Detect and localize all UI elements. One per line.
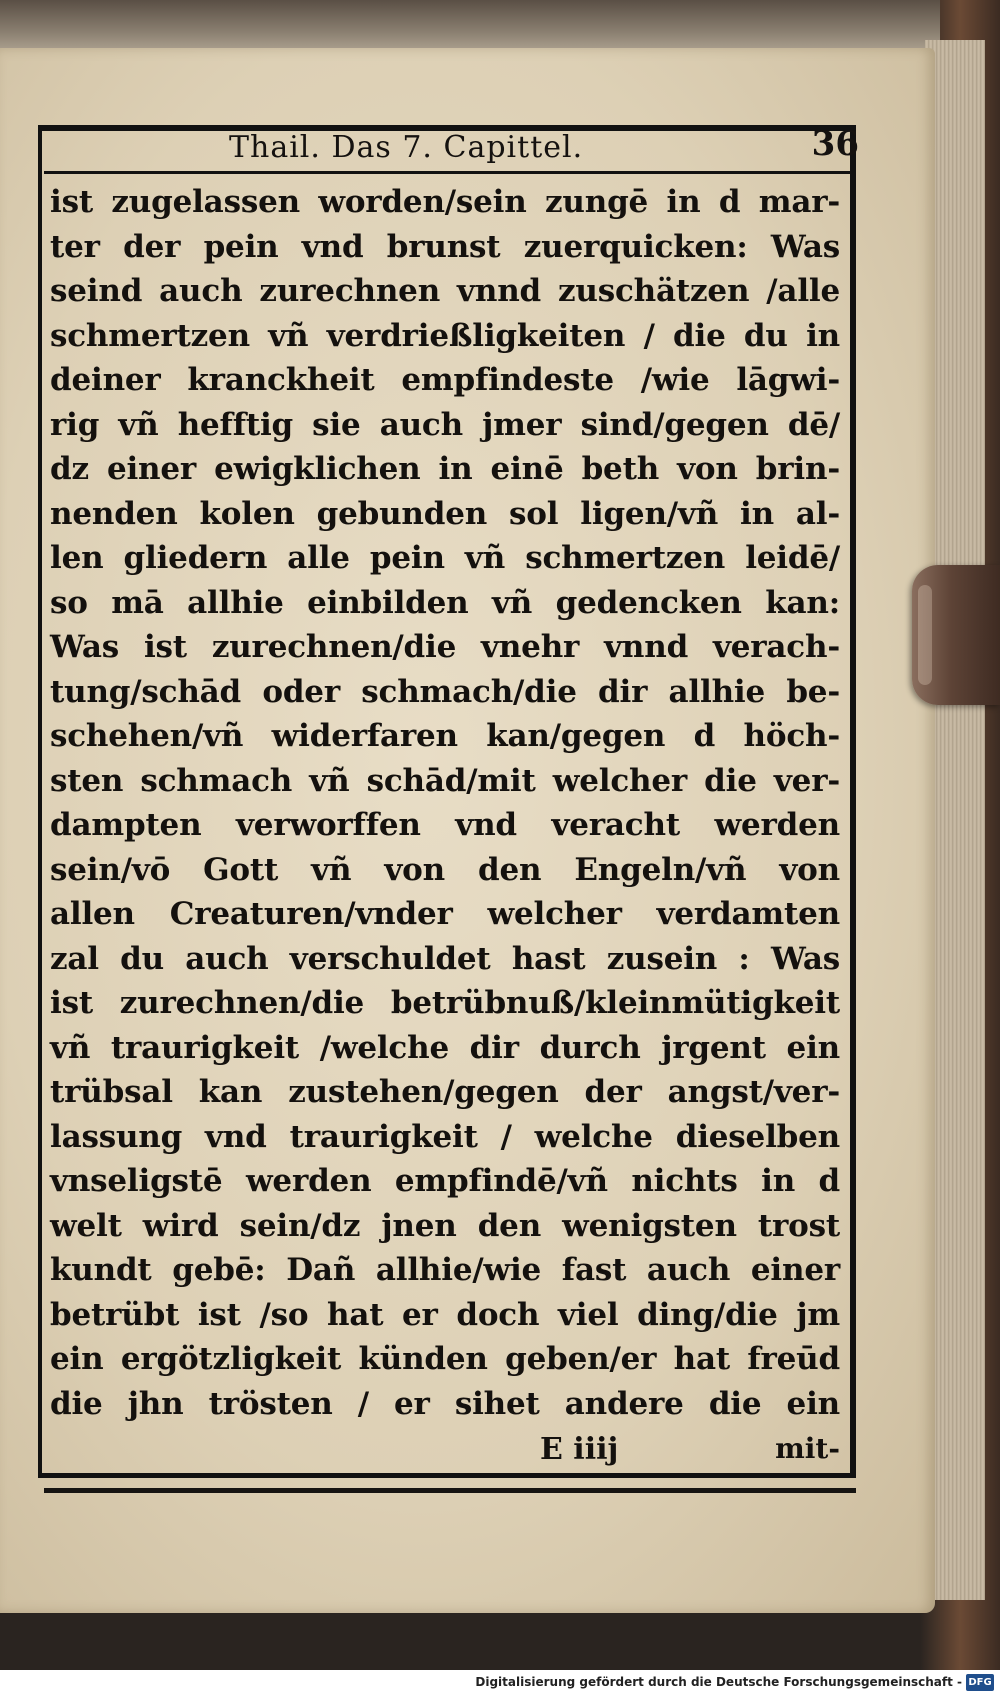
dfg-logo-icon: DFG	[966, 1674, 994, 1691]
text-line: ist zugelassen worden/sein zungē in d mar-	[50, 184, 840, 220]
text-line: kundt gebē: Dañ allhie/wie fast auch einer	[50, 1252, 840, 1288]
text-line: ist zurechnen/die betrübnuß/kleinmütigkeit	[50, 985, 840, 1021]
text-line: nenden kolen gebunden sol ligen/vñ in al-	[50, 495, 840, 532]
text-line: ter der pein vnd brunst zuerquicken: Was	[50, 228, 840, 265]
running-head	[44, 124, 859, 174]
text-line: len gliedern alle pein vñ schmertzen leidē/	[50, 540, 840, 576]
text-line: dampten verworffen vnd veracht werden	[50, 807, 840, 843]
text-line: trübsal kan zustehen/gegen der angst/ver-	[50, 1074, 840, 1110]
frame-bottom-rule	[44, 1488, 856, 1493]
text-line: ein ergötzligkeit künden geben/er hat freūd	[50, 1341, 840, 1377]
text-line: vnseligstē werden empfindē/vñ nichts in d	[50, 1163, 840, 1199]
catchword: mit-	[775, 1432, 840, 1465]
footer-credit: Digitalisierung gefördert durch die Deutsche Forschungsgemeinschaft -	[475, 1675, 962, 1689]
text-line: rig vñ hefftig sie auch jmer sind/gegen dē/	[50, 406, 840, 443]
running-title: Thail. Das 7. Capittel.	[229, 130, 584, 165]
text-line: zal du auch verschuldet hast zusein : Was	[50, 940, 840, 977]
text-line: dz einer ewigklichen in einē beth von brin-	[50, 451, 840, 487]
text-line: seind auch zurechnen vnnd zuschätzen /alle	[50, 273, 840, 309]
text-line: betrübt ist /so hat er doch viel ding/die jm	[50, 1296, 840, 1333]
page-number: 36	[811, 124, 859, 164]
text-line: sten schmach vñ schād/mit welcher die ver-	[50, 762, 840, 799]
footer-bar	[0, 1670, 1000, 1697]
signature-mark: E iiij	[540, 1432, 619, 1467]
text-line: vñ traurigkeit /welche dir durch jrgent ein	[50, 1029, 840, 1066]
text-block	[50, 178, 840, 1423]
text-line: welt wird sein/dz jnen den wenigsten trost	[50, 1207, 840, 1244]
text-line: allen Creaturen/vnder welcher verdamten	[50, 896, 840, 932]
text-line: so mā allhie einbilden vñ gedencken kan:	[50, 584, 840, 621]
text-line: die jhn trösten / er sihet andere die ein	[50, 1385, 840, 1422]
text-line: schmertzen vñ verdrießligkeiten / die du in	[50, 317, 840, 354]
text-line: schehen/vñ widerfaren kan/gegen d höch-	[50, 718, 840, 754]
text-line: tung/schād oder schmach/die dir allhie be-	[50, 673, 840, 710]
text-line: sein/vō Gott vñ von den Engeln/vñ von	[50, 851, 840, 888]
text-line: lassung vnd traurigkeit / welche dieselben	[50, 1118, 840, 1155]
text-line: deiner kranckheit empfindeste /wie lāgwi-	[50, 362, 840, 398]
clasp-highlight	[918, 585, 932, 685]
text-line: Was ist zurechnen/die vnehr vnnd verach-	[50, 629, 840, 665]
